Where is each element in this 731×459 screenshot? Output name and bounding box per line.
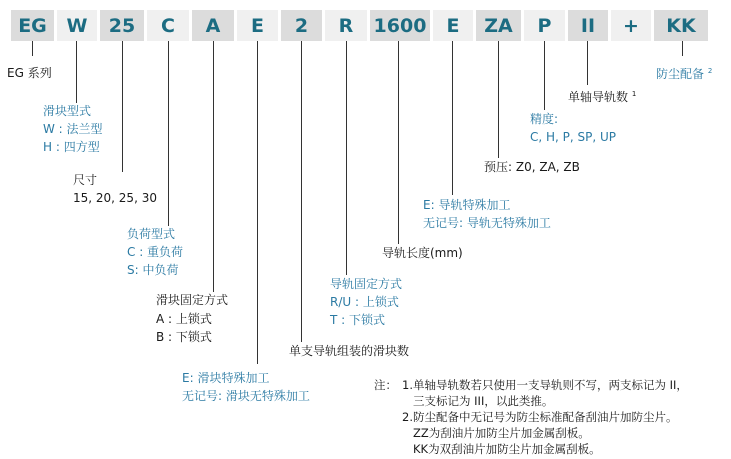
code-cell-block-type: W <box>57 10 97 41</box>
label-rail-proc-none: 无记号: 导轨无特殊加工 <box>423 216 551 230</box>
label-block-proc-none: 无记号: 滑块无特殊加工 <box>182 389 310 403</box>
label-mount-b: B : 下锁式 <box>156 330 212 344</box>
note-1-line-1: 1.单轴导轨数若只使用一支导轨则不写，两支标记为 II， <box>402 378 688 392</box>
code-cell-rail-proc: E <box>433 10 473 41</box>
label-accuracy-values: C, H, P, SP, UP <box>530 130 617 144</box>
code-cell-rail-mount: R <box>325 10 367 41</box>
label-rail-length: 导轨长度(mm) <box>382 246 463 260</box>
label-series: EG 系列 <box>7 66 52 80</box>
code-cell-block-proc: E <box>237 10 278 41</box>
label-dust-text: 防尘配备 <box>656 67 705 81</box>
label-block-type-w: W : 法兰型 <box>43 122 103 136</box>
label-mount-title: 滑块固定方式 <box>156 293 229 307</box>
code-cell-block-count: 2 <box>281 10 322 41</box>
label-rail-mount-title: 导轨固定方式 <box>330 277 403 291</box>
code-cell-preload: ZA <box>476 10 521 41</box>
note-1-line-2: 三支标记为 III，以此类推。 <box>413 394 554 408</box>
label-accuracy-title: 精度: <box>530 112 559 126</box>
label-block-type-title: 滑块型式 <box>43 104 92 118</box>
label-size-title: 尺寸 <box>73 173 98 187</box>
label-rails-per-axis-text: 单轴导轨数 <box>568 90 629 104</box>
note-2-line-1: 2.防尘配备中无记号为防尘标准配备刮油片加防尘片。 <box>402 410 678 424</box>
label-dust <box>656 62 712 84</box>
label-rails-per-axis <box>568 85 636 107</box>
label-mount-a: A : 上锁式 <box>156 312 212 326</box>
note-2-line-3: KK为双刮油片加防尘片加金属刮板。 <box>413 442 601 456</box>
label-preload: 预压: Z0, ZA, ZB <box>484 160 580 174</box>
label-block-proc-e: E: 滑块特殊加工 <box>182 371 270 385</box>
label-rails-per-axis-sup: 1 <box>631 90 637 98</box>
label-rail-proc-e: E: 导轨特殊加工 <box>423 198 511 212</box>
code-cell-dust: KK <box>654 10 708 41</box>
code-cell-plus: + <box>611 10 651 41</box>
code-cell-series: EG <box>11 10 54 41</box>
label-blocks-per-rail: 单支导轨组装的滑块数 <box>289 344 410 358</box>
notes-prefix: 注： <box>374 378 397 392</box>
code-cell-size: 25 <box>100 10 144 41</box>
code-cell-rails-per-axis: II <box>568 10 608 41</box>
label-load-title: 负荷型式 <box>127 227 176 241</box>
label-rail-mount-r: R/U : 上锁式 <box>330 295 399 309</box>
note-2-line-2: ZZ为刮油片加防尘片加金属刮板。 <box>413 426 590 440</box>
label-load-c: C : 重负荷 <box>127 245 184 259</box>
label-size-values: 15, 20, 25, 30 <box>73 191 157 205</box>
label-dust-sup: 2 <box>707 67 713 75</box>
label-load-s: S: 中负荷 <box>127 263 179 277</box>
label-block-type-h: H : 四方型 <box>43 140 100 154</box>
code-cell-accuracy: P <box>524 10 565 41</box>
code-cell-load-type: C <box>147 10 189 41</box>
code-cell-rail-length: 1600 <box>370 10 430 41</box>
label-rail-mount-t: T : 下锁式 <box>330 313 386 327</box>
code-cell-block-mount: A <box>192 10 234 41</box>
